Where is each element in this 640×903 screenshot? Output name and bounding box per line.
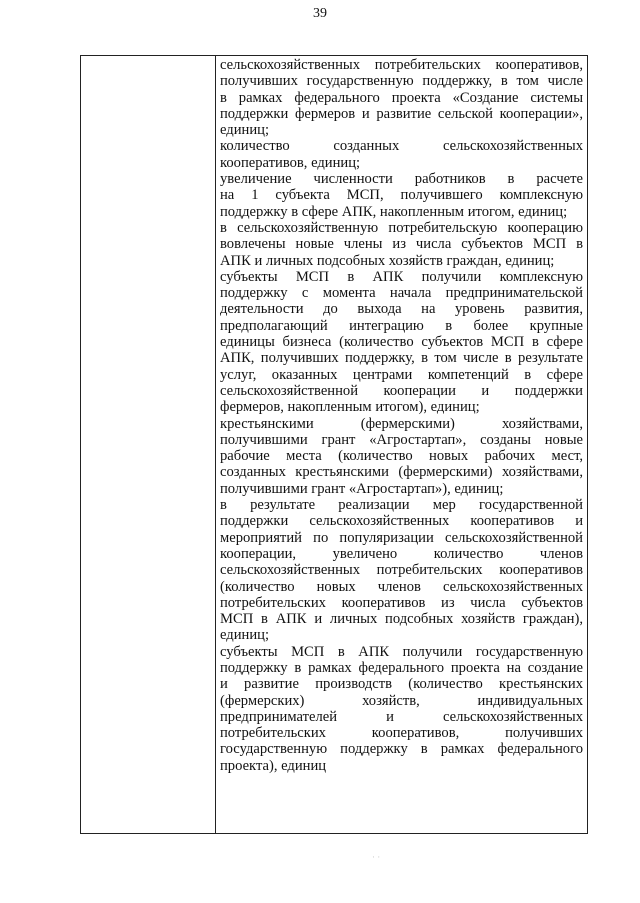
text-line: и развитие производств (количество крестьянских — [220, 676, 583, 693]
text-line: кооперативов, единиц; — [220, 154, 361, 171]
text-line: предполагающий интеграцию в более крупные — [220, 317, 583, 334]
text-line: потребительских кооперативов из числа субъектов — [220, 594, 583, 611]
text-line: услуг, оказанных центрами компетенций в сфере — [220, 366, 583, 383]
text-line: государственную поддержку в рамках федерального — [220, 741, 583, 758]
text-line: сельскохозяйственных потребительских кооперативов — [220, 562, 583, 579]
text-line: МСП в АПК и личных подсобных хозяйств граждан), — [220, 611, 583, 628]
text-line: единицы бизнеса (количество субъектов МСП в сфере — [220, 334, 583, 351]
text-line: (фермерских) хозяйств, индивидуальных — [220, 692, 583, 709]
text-line: субъекты МСП в АПК получили государственную — [220, 643, 583, 660]
text-line: сельскохозяйственных потребительских кооперативов, — [220, 57, 583, 73]
text-line: поддержку в рамках федерального проекта на создание — [220, 659, 583, 676]
text-line: фермеров, накопленным итогом), единиц; — [220, 399, 480, 416]
text-line: АПК, получивших поддержку, в том числе в результате — [220, 350, 583, 367]
text-line: субъекты МСП в АПК получили комплексную — [220, 268, 583, 285]
text-line: сельскохозяйственной кооперации и поддержки — [220, 382, 583, 399]
text-line: получивших государственную поддержку, в том числе — [220, 73, 583, 90]
text-line: поддержку в сфере АПК, накопленным итогом, единиц; — [220, 203, 568, 220]
text-line: АПК и личных подсобных хозяйств граждан, единиц; — [220, 252, 555, 269]
text-line: (количество новых членов сельскохозяйственных — [220, 578, 583, 595]
text-line: поддержки фермеров и развитие сельской кооперации», — [220, 105, 583, 122]
text-line: крестьянскими (фермерскими) хозяйствами, — [220, 415, 583, 432]
text-line: единиц; — [220, 122, 270, 139]
text-line: получившими грант «Агростартап», созданы новые — [220, 431, 583, 448]
text-line: деятельности до выхода на уровень развития, — [220, 301, 583, 318]
text-line: потребительских кооперативов, получивших — [220, 725, 583, 742]
text-line: в рамках федерального проекта «Создание системы — [220, 89, 583, 106]
text-line: рабочие места (количество новых рабочих мест, — [220, 448, 583, 465]
text-line: в сельскохозяйственную потребительскую кооперацию — [220, 219, 583, 236]
text-line: вовлечены новые члены из числа субъектов МСП в — [220, 236, 583, 253]
scan-artifact: · · — [372, 852, 381, 862]
text-line: проекта), единиц — [220, 757, 327, 774]
text-line: поддержки сельскохозяйственных кооперативов и — [220, 513, 583, 530]
text-line: предпринимателей и сельскохозяйственных — [220, 708, 583, 725]
text-line: в результате реализации мер государственной — [220, 497, 583, 514]
text-line: мероприятий по популяризации сельскохозяйственной — [220, 529, 583, 546]
text-line: единиц; — [220, 627, 270, 644]
text-line: увеличение численности работников в расчете — [220, 171, 583, 188]
text-line: кооперации, увеличено количество членов — [220, 545, 583, 562]
text-line: количество созданных сельскохозяйственных — [220, 138, 583, 155]
table-left-cell — [81, 56, 216, 833]
text-line: поддержку с момента начала предпринимательской — [220, 285, 583, 302]
page-number: 39 — [313, 6, 327, 21]
text-line: получившими грант «Агростартап»), единиц; — [220, 480, 504, 497]
table-right-cell — [216, 56, 587, 833]
text-line: на 1 субъекта МСП, получившего комплексную — [220, 187, 583, 204]
document-table — [80, 55, 588, 834]
text-line: созданных крестьянскими (фермерскими) хозяйствами, — [220, 464, 583, 481]
